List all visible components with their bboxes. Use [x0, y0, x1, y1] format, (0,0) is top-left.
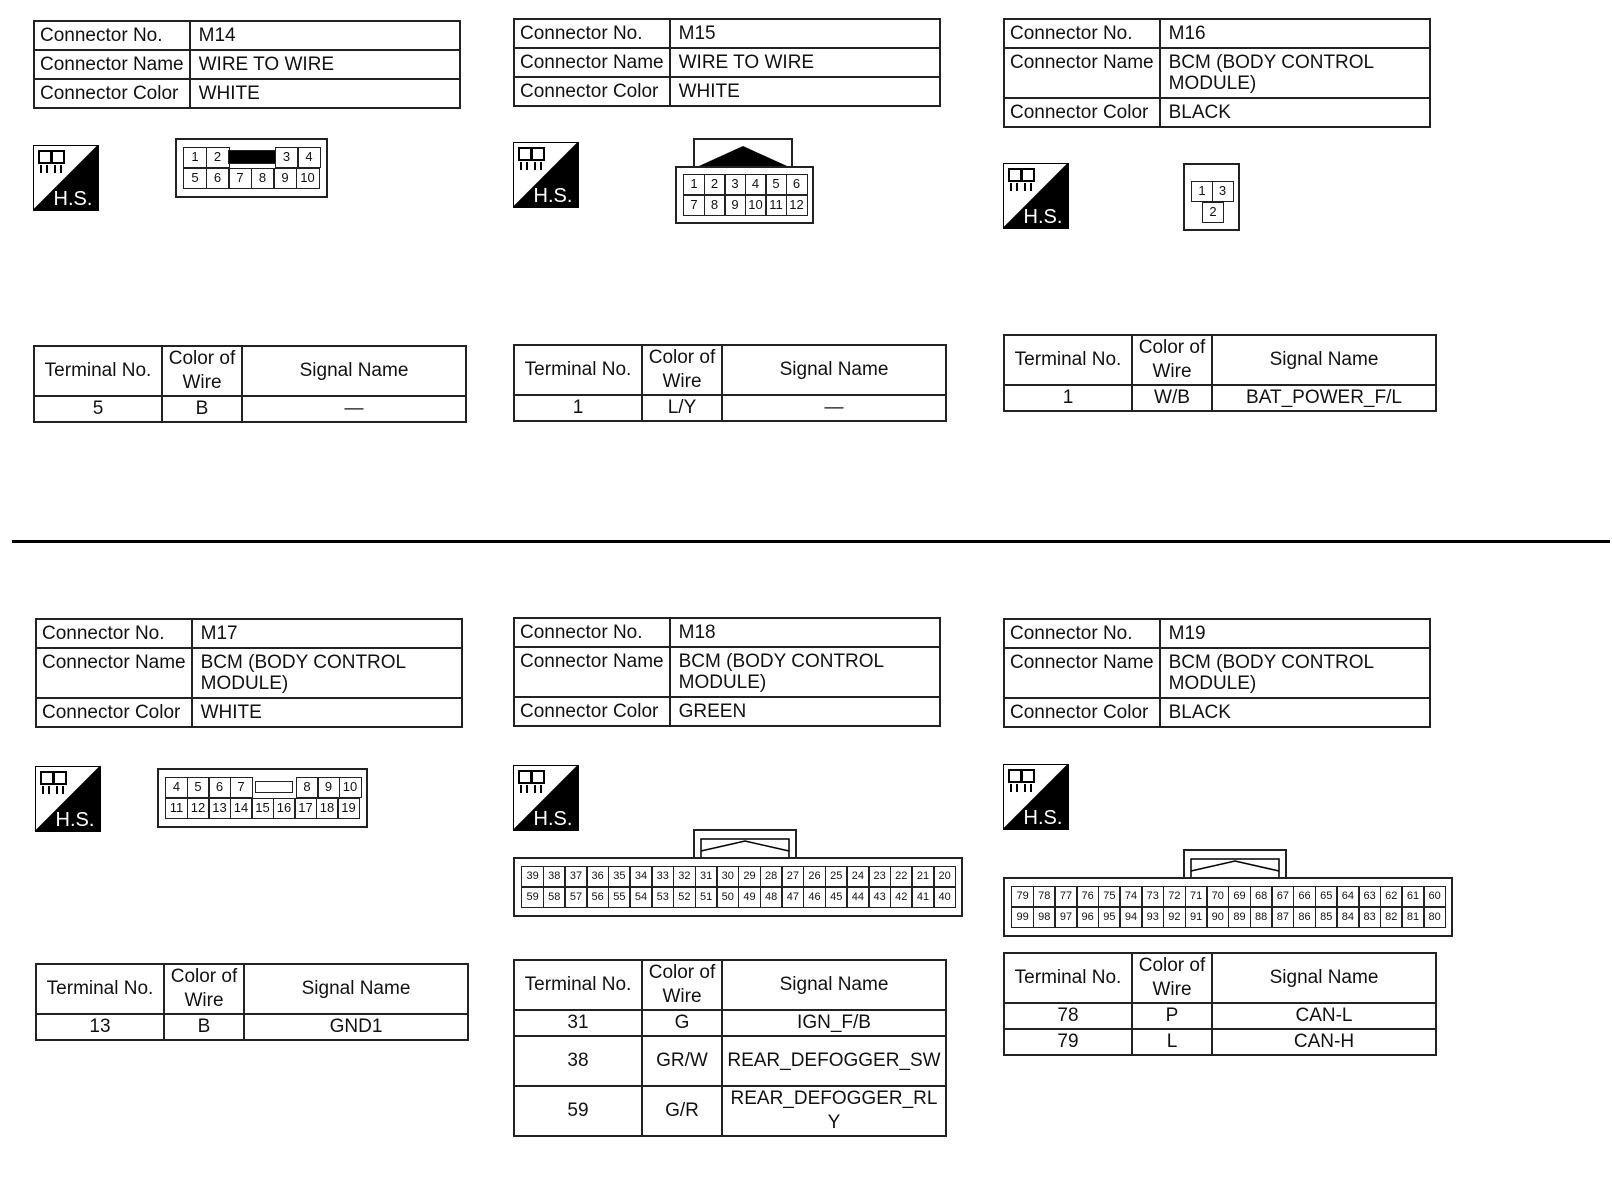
connector-face-m17 — [157, 768, 368, 828]
pin: 5 — [765, 174, 787, 195]
terminal-no-cell: 59 — [514, 1086, 642, 1136]
pin: 28 — [760, 866, 783, 887]
pin: 73 — [1141, 886, 1164, 907]
svg-text:H.S.: H.S. — [55, 809, 95, 831]
pin: 70 — [1206, 886, 1229, 907]
pin: 49 — [738, 887, 761, 908]
pin: 93 — [1141, 907, 1164, 928]
terminal-no-cell: 13 — [36, 1014, 164, 1040]
wire-color-cell: G/R — [642, 1086, 722, 1136]
pin: 2 — [206, 147, 230, 168]
pin: 87 — [1271, 907, 1294, 928]
pin: 5 — [187, 777, 210, 798]
terminal-no-cell: 79 — [1004, 1029, 1132, 1055]
pin: 61 — [1401, 886, 1424, 907]
pin: 55 — [608, 887, 631, 908]
signal-name-header: Signal Name — [242, 346, 466, 396]
pin: 8 — [251, 168, 275, 189]
harness-side-icon — [33, 145, 101, 213]
connector-color-label: Connector Color — [34, 79, 190, 108]
pin-row — [521, 866, 955, 887]
connector-color-value: WHITE — [670, 77, 940, 106]
wire-color-header: Color of Wire — [1132, 335, 1212, 385]
harness-side-icon — [1003, 764, 1071, 832]
connector-no-value: M15 — [670, 19, 940, 48]
connector-name-label: Connector Name — [34, 50, 190, 79]
pin: 3 — [275, 147, 299, 168]
pin: 77 — [1054, 886, 1077, 907]
pin: 67 — [1271, 886, 1294, 907]
pin: 10 — [745, 195, 767, 216]
pin: 81 — [1401, 907, 1424, 928]
pin: 41 — [911, 887, 934, 908]
connector-color-value: GREEN — [670, 697, 940, 726]
connector-name-label: Connector Name — [1004, 648, 1160, 698]
pin: 47 — [781, 887, 804, 908]
table-row — [1004, 385, 1436, 411]
pin: 19 — [337, 798, 360, 819]
connector-face-m18 — [513, 857, 963, 917]
svg-text:H.S.: H.S. — [53, 188, 93, 210]
pin: 91 — [1185, 907, 1208, 928]
connector-no-value: M14 — [190, 21, 460, 50]
pin: 5 — [183, 168, 207, 189]
pin-row — [183, 147, 320, 168]
pin: 88 — [1250, 907, 1273, 928]
pin: 52 — [673, 887, 696, 908]
pin: 12 — [786, 195, 808, 216]
wire-color-cell: B — [164, 1014, 244, 1040]
pin: 40 — [933, 887, 956, 908]
wire-color-cell: P — [1132, 1003, 1212, 1029]
pin: 99 — [1011, 907, 1034, 928]
pin: 62 — [1380, 886, 1403, 907]
connector-name-label: Connector Name — [514, 647, 670, 697]
connector-no-value: M17 — [192, 619, 462, 648]
signal-name-header: Signal Name — [722, 345, 946, 395]
terminal-table — [35, 963, 469, 1041]
connector-color-label: Connector Color — [36, 698, 192, 727]
wire-color-cell: L/Y — [642, 395, 722, 421]
pin-row — [165, 777, 360, 798]
pin-row — [521, 887, 955, 908]
harness-side-icon — [513, 142, 581, 210]
pin: 95 — [1098, 907, 1121, 928]
pin-row — [1011, 907, 1445, 928]
connector-info-table — [1003, 618, 1431, 728]
signal-name-cell: REAR_DEFOGGER_SW — [722, 1036, 946, 1086]
terminal-no-cell: 1 — [514, 395, 642, 421]
connector-name-value: WIRE TO WIRE — [190, 50, 460, 79]
connector-color-label: Connector Color — [1004, 98, 1160, 127]
pin: 79 — [1011, 886, 1034, 907]
pin: 59 — [521, 887, 544, 908]
connector-no-label: Connector No. — [36, 619, 192, 648]
pin: 57 — [564, 887, 587, 908]
pin: 94 — [1119, 907, 1142, 928]
connector-section-m18 — [513, 617, 1003, 1157]
pin: 31 — [695, 866, 718, 887]
pin: 34 — [629, 866, 652, 887]
pin: 23 — [868, 866, 891, 887]
connector-no-value: M16 — [1160, 19, 1430, 48]
terminal-no-header: Terminal No. — [1004, 953, 1132, 1003]
terminal-table — [513, 959, 947, 1137]
connector-info-table — [513, 18, 941, 107]
svg-text:H.S.: H.S. — [1023, 206, 1063, 228]
pin: 35 — [608, 866, 631, 887]
connector-no-label: Connector No. — [514, 19, 670, 48]
pin: 90 — [1206, 907, 1229, 928]
pin: 9 — [724, 195, 746, 216]
pin: 4 — [745, 174, 767, 195]
signal-name-cell: CAN-L — [1212, 1003, 1436, 1029]
pin: 39 — [521, 866, 544, 887]
pin-row — [165, 798, 360, 819]
svg-text:H.S.: H.S. — [533, 808, 573, 830]
connector-color-label: Connector Color — [514, 77, 670, 106]
connector-section-m17 — [35, 618, 515, 1158]
pin: 71 — [1185, 886, 1208, 907]
pin-row — [183, 168, 320, 189]
connector-info-table — [1003, 18, 1431, 128]
pin: 75 — [1098, 886, 1121, 907]
connector-name-value: BCM (BODY CONTROL MODULE) — [670, 647, 940, 697]
pin-row — [1011, 886, 1445, 907]
wire-color-header: Color of Wire — [642, 345, 722, 395]
terminal-no-cell: 78 — [1004, 1003, 1132, 1029]
wire-color-cell: GR/W — [642, 1036, 722, 1086]
terminal-no-header: Terminal No. — [514, 960, 642, 1010]
pin: 69 — [1228, 886, 1251, 907]
harness-side-icon — [1003, 163, 1071, 231]
terminal-no-cell: 31 — [514, 1010, 642, 1036]
connector-latch — [1183, 849, 1287, 879]
pin: 54 — [629, 887, 652, 908]
pin: 65 — [1315, 886, 1338, 907]
pin: 97 — [1054, 907, 1077, 928]
pin: 33 — [651, 866, 674, 887]
pin: 29 — [738, 866, 761, 887]
terminal-table — [513, 344, 947, 422]
table-row — [514, 1036, 946, 1086]
wire-color-header: Color of Wire — [164, 964, 244, 1014]
pin: 10 — [339, 777, 362, 798]
signal-name-cell: — — [722, 395, 946, 421]
connector-name-label: Connector Name — [514, 48, 670, 77]
connector-color-value: BLACK — [1160, 698, 1430, 727]
signal-name-header: Signal Name — [722, 960, 946, 1010]
pin: 4 — [165, 777, 188, 798]
connector-latch — [693, 829, 797, 859]
pin: 20 — [933, 866, 956, 887]
connector-color-value: BLACK — [1160, 98, 1430, 127]
wire-color-header: Color of Wire — [1132, 953, 1212, 1003]
pin: 53 — [651, 887, 674, 908]
pin: 11 — [765, 195, 787, 216]
pin: 72 — [1163, 886, 1186, 907]
pin: 13 — [208, 798, 231, 819]
pin: 42 — [890, 887, 913, 908]
connector-face-m19 — [1003, 877, 1453, 937]
signal-name-cell: REAR_DEFOGGER_RLY — [722, 1086, 946, 1136]
terminal-table — [1003, 334, 1437, 412]
pin: 2 — [704, 174, 726, 195]
connector-name-label: Connector Name — [36, 648, 192, 698]
connector-section-m19 — [1003, 618, 1603, 1158]
table-row — [514, 1086, 946, 1136]
blocked-cavity — [251, 777, 297, 798]
pin: 26 — [803, 866, 826, 887]
connector-face-m14 — [175, 138, 328, 198]
pin: 80 — [1423, 907, 1446, 928]
wire-color-header: Color of Wire — [642, 960, 722, 1010]
pin: 1 — [183, 147, 207, 168]
blocked-cavity — [228, 150, 276, 164]
pin: 2 — [1202, 202, 1224, 223]
pin: 98 — [1033, 907, 1056, 928]
pin: 10 — [296, 168, 320, 189]
connector-section-m15 — [513, 18, 993, 558]
table-row — [34, 396, 466, 422]
signal-name-cell: CAN-H — [1212, 1029, 1436, 1055]
connector-name-value: BCM (BODY CONTROL MODULE) — [1160, 648, 1430, 698]
table-row — [1004, 1029, 1436, 1055]
pin: 27 — [781, 866, 804, 887]
pin: 74 — [1119, 886, 1142, 907]
pin: 56 — [586, 887, 609, 908]
signal-name-header: Signal Name — [1212, 335, 1436, 385]
pin: 46 — [803, 887, 826, 908]
pin: 60 — [1423, 886, 1446, 907]
table-row — [36, 1014, 468, 1040]
terminal-no-header: Terminal No. — [1004, 335, 1132, 385]
pin: 84 — [1336, 907, 1359, 928]
pin: 63 — [1358, 886, 1381, 907]
connector-color-label: Connector Color — [514, 697, 670, 726]
terminal-no-cell: 5 — [34, 396, 162, 422]
pin: 64 — [1336, 886, 1359, 907]
pin: 44 — [846, 887, 869, 908]
pin: 1 — [1191, 181, 1213, 202]
connector-latch — [693, 138, 793, 168]
connector-section-m16 — [1003, 18, 1483, 558]
connector-name-value: BCM (BODY CONTROL MODULE) — [192, 648, 462, 698]
pin: 18 — [316, 798, 339, 819]
pin: 66 — [1293, 886, 1316, 907]
pin: 78 — [1033, 886, 1056, 907]
connector-info-table — [513, 617, 941, 727]
pin: 45 — [825, 887, 848, 908]
connector-face-m16 — [1183, 163, 1240, 231]
pin-row — [1191, 202, 1232, 223]
terminal-no-cell: 1 — [1004, 385, 1132, 411]
connector-name-value: BCM (BODY CONTROL MODULE) — [1160, 48, 1430, 98]
pin: 92 — [1163, 907, 1186, 928]
pin: 50 — [716, 887, 739, 908]
table-row — [1004, 1003, 1436, 1029]
connector-name-value: WIRE TO WIRE — [670, 48, 940, 77]
pin: 24 — [846, 866, 869, 887]
pin: 82 — [1380, 907, 1403, 928]
pin: 8 — [296, 777, 319, 798]
connector-no-value: M19 — [1160, 619, 1430, 648]
wire-color-cell: G — [642, 1010, 722, 1036]
pin: 3 — [724, 174, 746, 195]
svg-text:H.S.: H.S. — [1023, 807, 1063, 829]
wire-color-cell: B — [162, 396, 242, 422]
pin-row — [683, 195, 806, 216]
terminal-table — [1003, 952, 1437, 1056]
pin: 7 — [683, 195, 705, 216]
pin: 11 — [165, 798, 188, 819]
connector-no-label: Connector No. — [1004, 19, 1160, 48]
harness-side-icon — [513, 765, 581, 833]
signal-name-cell: IGN_F/B — [722, 1010, 946, 1036]
signal-name-cell: BAT_POWER_F/L — [1212, 385, 1436, 411]
connector-info-table — [33, 20, 461, 109]
pin: 76 — [1076, 886, 1099, 907]
svg-text:H.S.: H.S. — [533, 185, 573, 207]
connector-name-label: Connector Name — [1004, 48, 1160, 98]
pin: 37 — [564, 866, 587, 887]
connector-section-m14 — [33, 20, 513, 560]
terminal-no-header: Terminal No. — [34, 346, 162, 396]
pin: 12 — [187, 798, 210, 819]
pin: 6 — [208, 777, 231, 798]
pin: 9 — [317, 777, 340, 798]
pin: 9 — [273, 168, 297, 189]
pin: 30 — [716, 866, 739, 887]
wire-color-cell: L — [1132, 1029, 1212, 1055]
terminal-table — [33, 345, 467, 423]
pin: 14 — [230, 798, 253, 819]
pin: 21 — [911, 866, 934, 887]
wire-color-cell: W/B — [1132, 385, 1212, 411]
table-row — [514, 1010, 946, 1036]
pin: 36 — [586, 866, 609, 887]
connector-no-label: Connector No. — [34, 21, 190, 50]
connector-color-label: Connector Color — [1004, 698, 1160, 727]
pin: 15 — [251, 798, 274, 819]
pin: 22 — [890, 866, 913, 887]
pin: 7 — [228, 168, 252, 189]
signal-name-header: Signal Name — [244, 964, 468, 1014]
pin: 6 — [206, 168, 230, 189]
terminal-no-header: Terminal No. — [514, 345, 642, 395]
signal-name-header: Signal Name — [1212, 953, 1436, 1003]
connector-no-label: Connector No. — [1004, 619, 1160, 648]
pin: 4 — [297, 147, 321, 168]
pin: 58 — [543, 887, 566, 908]
pin-row — [683, 174, 806, 195]
pin: 85 — [1315, 907, 1338, 928]
pin: 7 — [230, 777, 253, 798]
signal-name-cell: GND1 — [244, 1014, 468, 1040]
terminal-no-cell: 38 — [514, 1036, 642, 1086]
pin-row — [1191, 181, 1232, 202]
pin: 89 — [1228, 907, 1251, 928]
pin: 38 — [543, 866, 566, 887]
connector-face-m15 — [675, 166, 814, 224]
pin: 83 — [1358, 907, 1381, 928]
pin: 17 — [294, 798, 317, 819]
connector-color-value: WHITE — [190, 79, 460, 108]
pin: 43 — [868, 887, 891, 908]
signal-name-cell: — — [242, 396, 466, 422]
pin: 25 — [825, 866, 848, 887]
pin: 51 — [695, 887, 718, 908]
connector-no-value: M18 — [670, 618, 940, 647]
table-row — [514, 395, 946, 421]
pin: 16 — [273, 798, 296, 819]
pin: 86 — [1293, 907, 1316, 928]
pin: 1 — [683, 174, 705, 195]
terminal-no-header: Terminal No. — [36, 964, 164, 1014]
pin: 96 — [1076, 907, 1099, 928]
pin: 32 — [673, 866, 696, 887]
harness-side-icon — [35, 766, 103, 834]
pin: 3 — [1212, 181, 1234, 202]
pin: 6 — [786, 174, 808, 195]
pin: 8 — [704, 195, 726, 216]
connector-no-label: Connector No. — [514, 618, 670, 647]
pin: 68 — [1250, 886, 1273, 907]
connector-color-value: WHITE — [192, 698, 462, 727]
wire-color-header: Color of Wire — [162, 346, 242, 396]
pin: 48 — [760, 887, 783, 908]
connector-info-table — [35, 618, 463, 728]
